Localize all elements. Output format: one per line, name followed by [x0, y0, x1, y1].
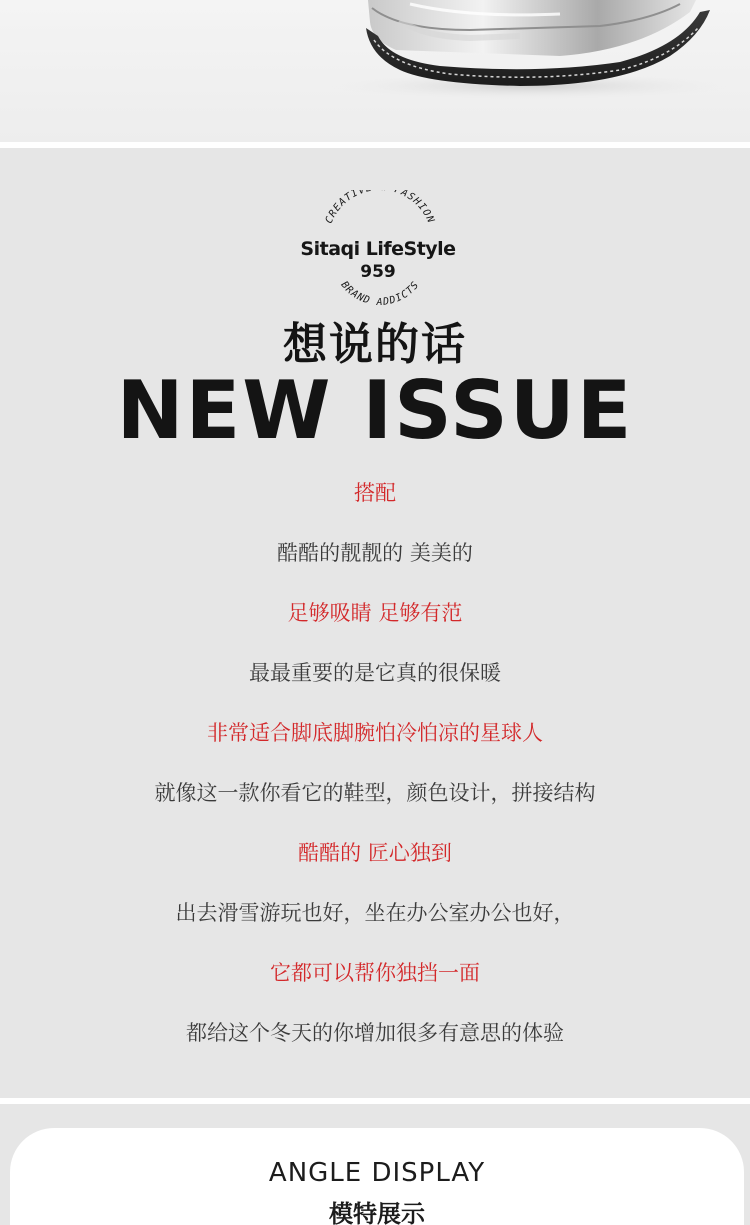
badge-arc-top-text: CREATIV FASHION	[323, 190, 437, 226]
angle-display-title-en: ANGLE DISPLAY	[268, 1158, 486, 1188]
brand-badge	[300, 190, 456, 320]
angle-display-section	[0, 1104, 750, 1225]
message-line: 都给这个冬天的你增加很多有意思的体验	[186, 1021, 564, 1045]
message-line: 最最重要的是它真的很保暖	[249, 661, 501, 685]
section-heading-cn: 想说的话	[283, 319, 467, 370]
badge-brand-name: Sitaqi LifeStyle	[300, 238, 456, 260]
angle-display-title-cn: 模特展示	[329, 1200, 425, 1225]
message-line: 出去滑雪游玩也好，坐在办公室办公也好，	[175, 901, 575, 925]
message-section	[0, 148, 750, 1098]
message-line: 搭配	[354, 481, 396, 505]
badge-arc-bottom-text: BRAND ADDICTS	[338, 279, 422, 308]
message-line: 足够吸睛 足够有范	[287, 601, 463, 625]
message-lines	[0, 478, 750, 1078]
message-line: 酷酷的 匠心独到	[298, 841, 452, 865]
badge-number: 959	[360, 262, 396, 282]
angle-display-card	[10, 1128, 744, 1225]
silver-boot-illustration	[0, 0, 750, 142]
message-line: 非常适合脚底脚腕怕冷怕凉的星球人	[207, 721, 543, 745]
section-heading-en: NEW ISSUE	[116, 364, 634, 457]
message-line: 酷酷的靓靓的 美美的	[277, 541, 473, 565]
message-line: 就像这一款你看它的鞋型，颜色设计，拼接结构	[154, 781, 596, 805]
message-line: 它都可以帮你独挡一面	[270, 961, 480, 985]
hero-product-image	[0, 0, 750, 142]
